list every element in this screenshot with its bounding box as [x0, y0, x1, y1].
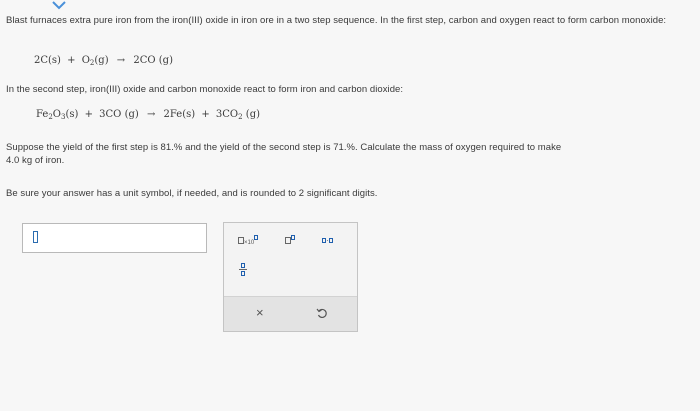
palette-actions	[224, 296, 357, 331]
input-cursor	[33, 231, 38, 243]
math-palette	[223, 222, 358, 332]
superscript-x10-button[interactable]: ×10	[238, 233, 258, 247]
multiply-dot-button[interactable]: ·	[322, 235, 333, 246]
task-line-1: Suppose the yield of the first step is 81.% and the yield of the second step is 71.%. Calculate the mass of oxygen required to make	[6, 142, 562, 153]
question-intro: Blast furnaces extra pure iron from the iron(III) oxide in iron ore in a two step sequence. In the first step, carbon and oxygen react to form carbon monoxide:	[6, 15, 667, 26]
answer-input[interactable]	[22, 223, 207, 253]
undo-icon[interactable]	[316, 307, 328, 322]
superscript-button[interactable]	[285, 233, 295, 247]
equation-step-1: $2C(s) + O_2(g) \to 2CO$ (g)	[34, 55, 173, 67]
clear-button[interactable]: ×	[256, 305, 264, 320]
fraction-button[interactable]	[239, 263, 247, 276]
step-2-text: In the second step, iron(III) oxide and carbon monoxide react to form iron and carbon dioxide:	[6, 84, 404, 95]
instruction-note: Be sure your answer has a unit symbol, if needed, and is rounded to 2 significant digits.	[6, 188, 378, 199]
equation-step-2: $Fe_2O_3(s) + 3CO$ $(g) \to 2Fe(s) + 3CO_2$ (g)	[36, 109, 261, 121]
task-line-2: 4.0 kg of iron.	[6, 155, 65, 166]
chevron-down-icon[interactable]	[50, 0, 68, 10]
